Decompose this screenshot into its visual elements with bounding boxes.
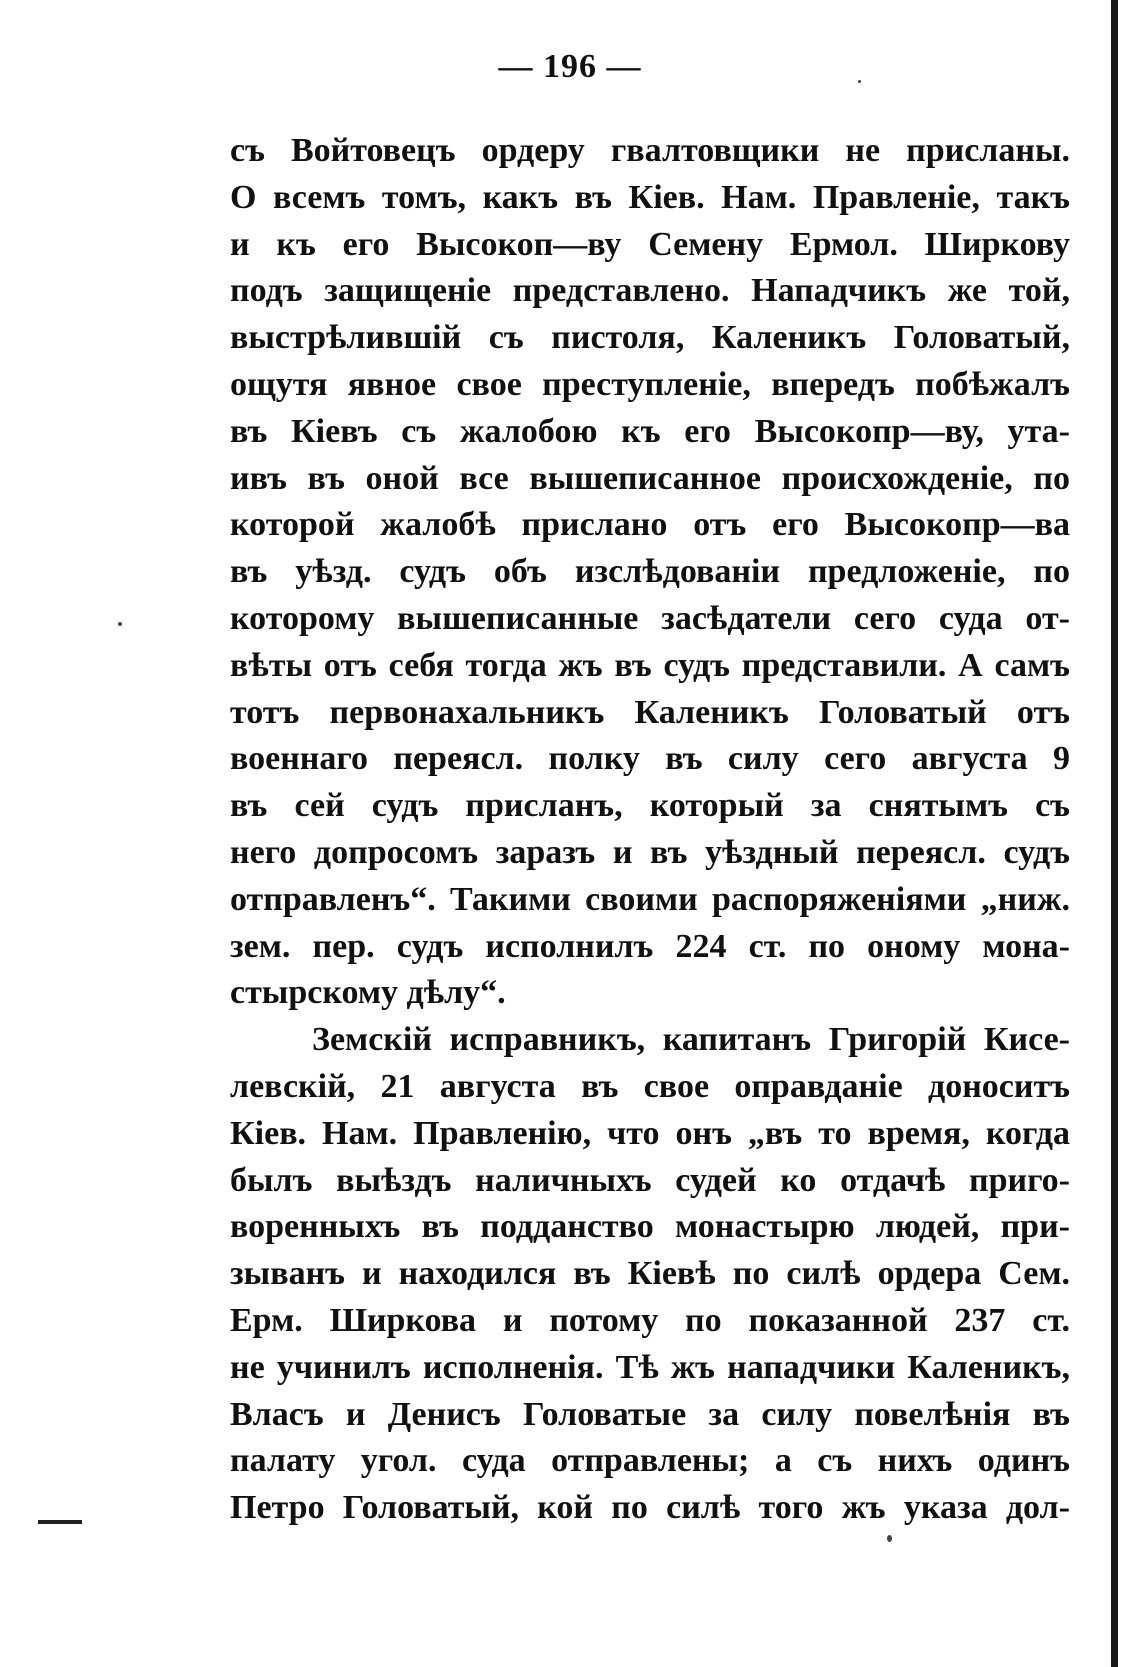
text-line: него допросомъ заразъ и въ уѣздный переясл. судъ	[230, 833, 1070, 871]
text-line: и къ его Высокоп—ву Семену Ермол. Ширкову	[230, 225, 1070, 263]
text-line: вѣты отъ себя тогда жъ въ судъ представили. А самъ	[230, 646, 1070, 684]
page-body	[230, 128, 1070, 1532]
text-line: стырскому дѣлу“.	[230, 974, 506, 1012]
text-line: военнаго переясл. полку въ силу сего августа 9	[230, 740, 1070, 778]
page-number: — 196 —	[498, 48, 642, 85]
text-line: въ уѣзд. судъ объ изслѣдованіи предложеніе, по	[230, 553, 1070, 591]
text-line: Ерм. Ширкова и потому по показанной 237 ст.	[230, 1301, 1070, 1339]
text-line: Кіев. Нам. Правленію, что онъ „въ то время, когда	[230, 1114, 1070, 1152]
scan-edge-mark	[38, 1520, 82, 1524]
text-line: которому вышеписанные засѣдатели сего суда от-	[230, 599, 1070, 637]
text-line: отправленъ“. Такими своими распоряженіями „ниж.	[230, 880, 1070, 918]
text-line: Земскій исправникъ, капитанъ Григорій Кисе-	[312, 1021, 1070, 1059]
scan-edge-rule	[1111, 0, 1118, 1667]
text-line: Петро Головатый, кой по силѣ того жъ указа дол-	[230, 1489, 1070, 1527]
text-line: левскій, 21 августа въ свое оправданіе доноситъ	[230, 1067, 1070, 1105]
text-line: тотъ первонахальникъ Каленикъ Головатый отъ	[230, 693, 1070, 731]
text-line: въ Кіевъ съ жалобою къ его Высокопр—ву, ута-	[230, 412, 1070, 450]
text-line: ощутя явное свое преступленіе, впередъ побѣжалъ	[230, 365, 1070, 403]
text-line: палату угол. суда отправлены; а съ нихъ одинъ	[230, 1442, 1070, 1480]
text-line: зыванъ и находился въ Кіевѣ по силѣ ордера Сем.	[230, 1255, 1070, 1293]
scan-speck	[118, 622, 122, 626]
text-line: не учинилъ исполненія. Тѣ жъ нападчики Каленикъ,	[230, 1348, 1070, 1386]
paragraph-2	[230, 1017, 1070, 1532]
text-line: зем. пер. судъ исполнилъ 224 ст. по оному мона-	[230, 927, 1070, 965]
text-line: былъ выѣздъ наличныхъ судей ко отдачѣ приго-	[230, 1161, 1070, 1199]
text-line: съ Войтовецъ ордеру гвалтовщики не присланы.	[230, 132, 1070, 169]
text-line: воренныхъ въ подданство монастырю людей, при-	[230, 1208, 1070, 1246]
text-line: О всемъ томъ, какъ въ Кіев. Нам. Правленіе, такъ	[230, 178, 1070, 216]
text-line: подъ защищеніе представлено. Нападчикъ же той,	[230, 272, 1070, 310]
text-line: выстрѣлившій съ пистоля, Каленикъ Головатый,	[230, 319, 1070, 357]
scan-speck	[858, 80, 861, 83]
paragraph-1	[230, 128, 1070, 1017]
scan-speck	[887, 1535, 892, 1542]
text-line: которой жалобѣ прислано отъ его Высокопр—ва	[230, 506, 1070, 544]
text-line: Власъ и Денисъ Головатые за силу повелѣнія въ	[230, 1395, 1070, 1433]
text-line: ивъ въ оной все вышеписанное происхожденіе, по	[230, 459, 1070, 497]
text-line: въ сей судъ присланъ, который за снятымъ съ	[230, 787, 1070, 825]
